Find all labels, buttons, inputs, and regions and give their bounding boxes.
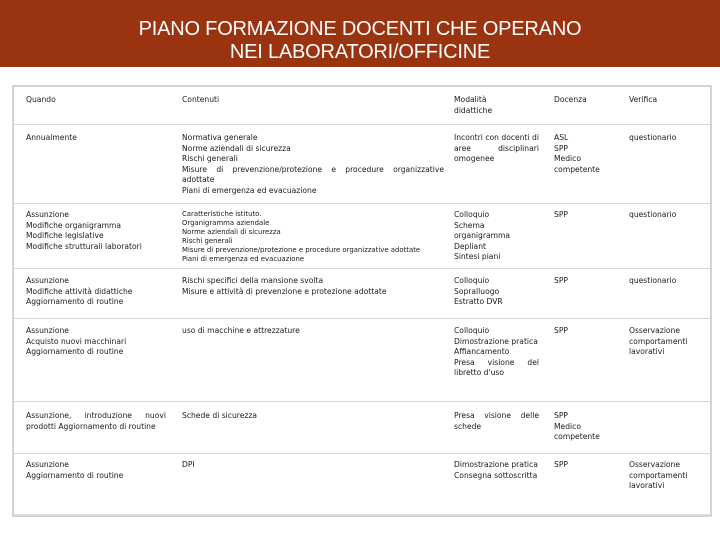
table-row — [14, 318, 710, 402]
column-header-modalita: Modalità didattiche — [454, 95, 493, 115]
cell-contenuti: Rischi specifici della mansione svolta Misure e attività di prevenzione e protezione adottate — [182, 276, 387, 296]
page-title — [0, 18, 720, 64]
cell-verifica: questionario — [629, 210, 677, 219]
page-title-line-1: PIANO FORMAZIONE DOCENTI CHE OPERANO — [138, 18, 582, 40]
cell-quando: Assunzione Aggiornamento di routine — [26, 460, 124, 480]
cell-contenuti: uso di macchine e attrezzature — [182, 326, 300, 335]
column-header-contenuti: Contenuti — [182, 95, 220, 104]
cell-verifica: questionario — [629, 276, 677, 285]
table-row — [14, 453, 710, 516]
cell-quando: Assunzione Modifiche attività didattiche Aggiornamento di routine — [26, 276, 133, 307]
page-title-line-2: NEI LABORATORI/OFFICINE — [229, 41, 491, 63]
cell-verifica: Osservazione comportamenti lavorativi — [629, 460, 688, 491]
cell-docenza: ASL SPP Medico competente — [554, 133, 600, 174]
cell-docenza: SPP — [554, 460, 568, 469]
cell-contenuti: Schede di sicurezza — [182, 411, 258, 420]
cell-modalita: Presa visione delle schede — [454, 411, 539, 431]
column-header-quando: Quando — [26, 95, 56, 104]
column-header-verifica: Verifica — [629, 95, 658, 104]
cell-docenza: SPP — [554, 210, 568, 219]
table-row — [14, 203, 710, 269]
cell-modalita: Incontri con docenti di aree disciplinari omogenee — [454, 133, 539, 164]
title-banner — [0, 0, 720, 67]
table-row — [14, 401, 710, 454]
cell-docenza: SPP — [554, 326, 568, 335]
cell-contenuti: DPI — [182, 460, 195, 469]
training-plan-table — [12, 85, 712, 517]
cell-quando: Assunzione Modifiche organigramma Modifiche legislative Modifiche strutturali laboratori — [26, 210, 142, 251]
cell-modalita: Dimostrazione pratica Consegna sottoscritta — [454, 460, 538, 480]
cell-contenuti: Caratteristiche istituto. Organigramma aziendale Norme aziendali di sicurezza Rischi generali Misure di prevenzione/protezione e procedure organizzative adottate Piani di emergenza ed evacuazione — [182, 210, 421, 263]
cell-modalita: Colloquio Sopralluogo Estratto DVR — [454, 276, 503, 307]
cell-quando: Assunzione Acquisto nuovi macchinari Aggiornamento di routine — [26, 326, 127, 357]
cell-docenza: SPP — [554, 276, 568, 285]
table-row — [14, 124, 710, 204]
cell-quando: Annualmente — [26, 133, 77, 142]
column-header-docenza: Docenza — [554, 95, 587, 104]
cell-modalita: Colloquio Dimostrazione pratica Affiancamento Presa visione del libretto d'uso — [454, 326, 539, 378]
cell-contenuti: Normativa generale Norme aziendali di sicurezza Rischi generali Misure di prevenzione/protezione e procedure organizzative adottate Piani di emergenza ed evacuazione — [182, 133, 444, 195]
cell-docenza: SPP Medico competente — [554, 411, 600, 442]
cell-verifica: questionario — [629, 133, 677, 142]
cell-quando: Assunzione, introduzione nuovi prodotti Aggiornamento di routine — [26, 411, 166, 431]
table-row — [14, 268, 710, 319]
cell-verifica: Osservazione comportamenti lavorativi — [629, 326, 688, 357]
cell-modalita: Colloquio Schema organigramma Depliant Sintesi piani — [454, 210, 511, 262]
